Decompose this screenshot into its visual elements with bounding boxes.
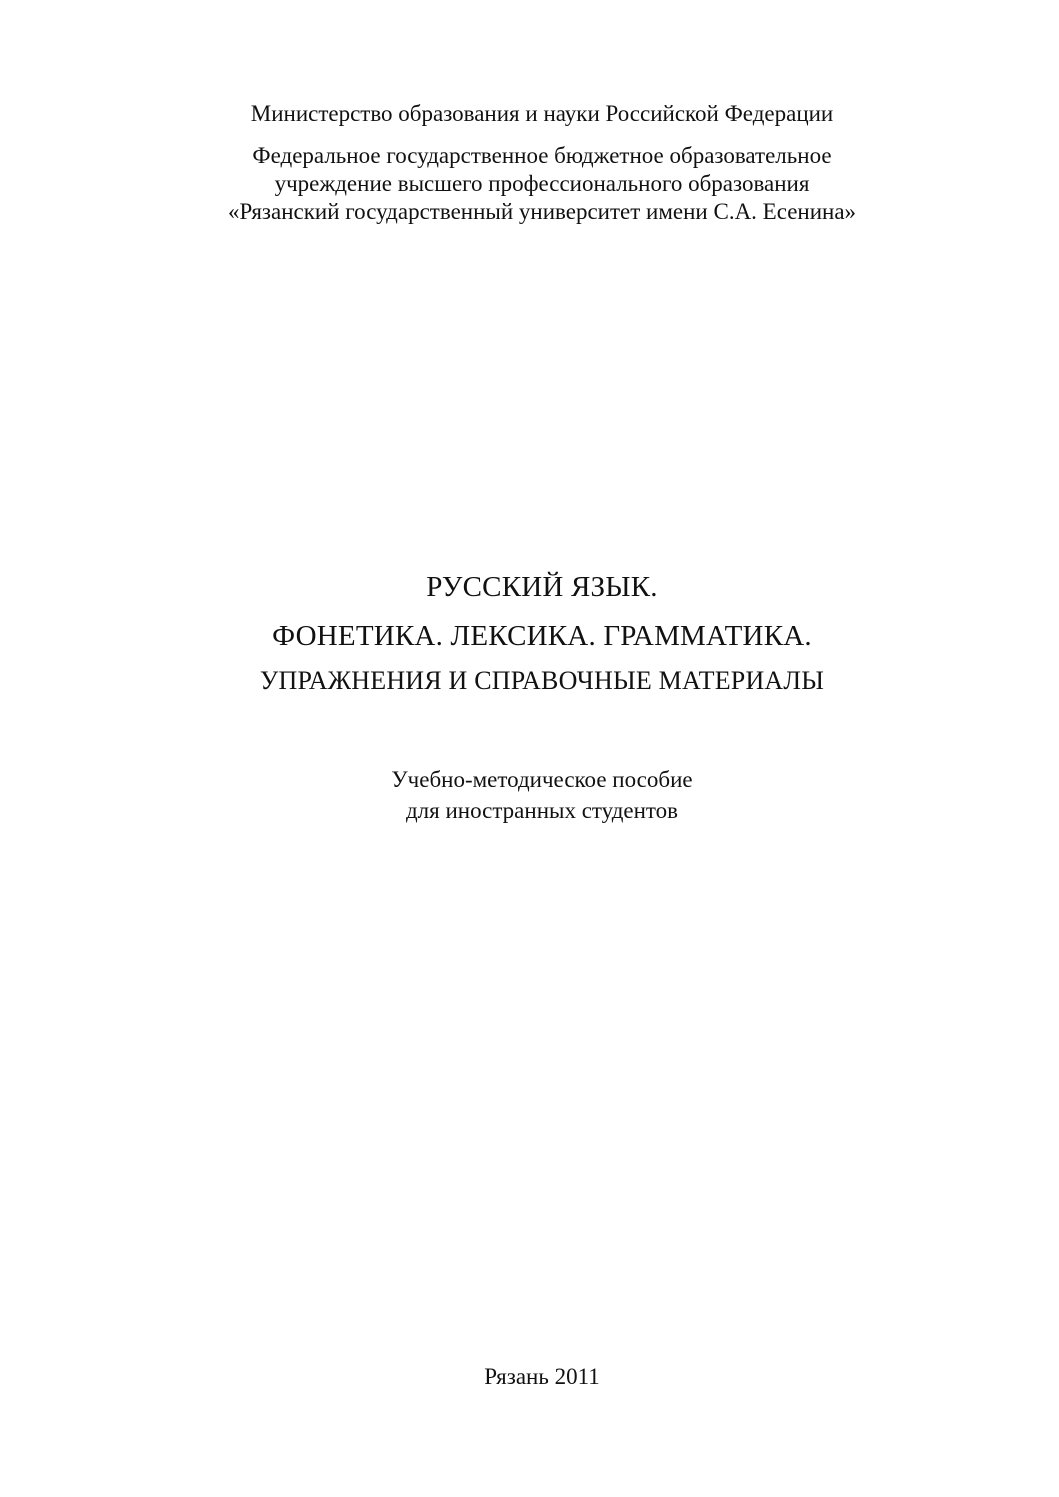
city-year: Рязань 2011 — [484, 1364, 600, 1389]
book-title-line-3: УПРАЖНЕНИЯ И СПРАВОЧНЫЕ МАТЕРИАЛЫ — [259, 666, 825, 695]
institution-name-line-1: Федеральное государственное бюджетное образовательное — [252, 143, 832, 168]
institution-name-line-2: учреждение высшего профессионального образования — [274, 171, 810, 196]
book-subtitle-line-2: для иностранных студентов — [405, 798, 679, 823]
institution-name-line-3: «Рязанский государственный университет имени С.А. Есенина» — [227, 199, 857, 224]
book-title-line-2: ФОНЕТИКА. ЛЕКСИКА. ГРАММАТИКА. — [272, 620, 812, 652]
book-title-line-1: РУССКИЙ ЯЗЫК. — [426, 571, 658, 603]
ministry-name: Министерство образования и науки Российской Федерации — [250, 101, 834, 126]
book-subtitle-line-1: Учебно-методическое пособие — [391, 767, 693, 792]
